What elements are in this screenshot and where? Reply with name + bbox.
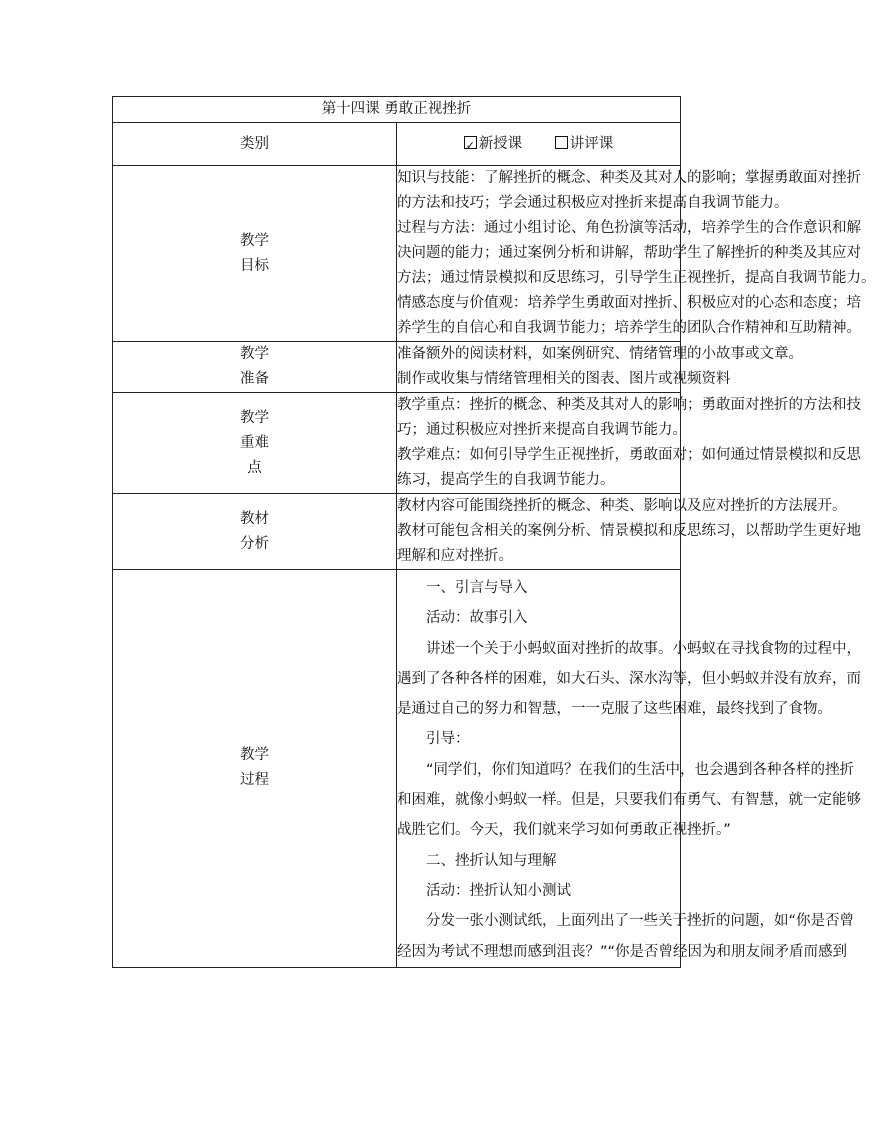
- unchecked-box-icon[interactable]: [555, 136, 568, 149]
- analysis-line: 教材可能包含相关的案例分析、情景模拟和反思练习，以帮助学生更好地: [397, 523, 861, 539]
- process-line: 经因为考试不理想而感到沮丧？”“你是否曾经因为和朋友闹矛盾而感到: [397, 943, 848, 960]
- analysis-line: 教材内容可能围绕挫折的概念、种类、影响以及应对挫折的方法展开。: [397, 498, 847, 514]
- type-label: 类别: [113, 123, 397, 166]
- process-content: [397, 570, 861, 968]
- keypoints-label-line: 教学: [240, 409, 269, 426]
- keypoints-line: 巧；通过积极应对挫折来提高自我调节能力。: [397, 422, 687, 438]
- analysis-label-line: 分析: [240, 535, 269, 552]
- goals-label-line: 教学: [240, 232, 269, 249]
- goals-label-line: 目标: [240, 257, 269, 274]
- process-line: 活动：故事引入: [426, 610, 528, 627]
- process-label: [113, 570, 397, 968]
- prep-label: [113, 342, 397, 393]
- process-label-line: 教学: [240, 747, 269, 764]
- prep-content: [397, 342, 803, 393]
- process-line: 遇到了各种各样的困难，如大石头、深水沟等，但小蚂蚁并没有放弃，而: [397, 670, 861, 687]
- process-line: 分发一张小测试纸，上面列出了一些关于挫折的问题，如“你是否曾: [426, 913, 855, 930]
- title-row: [113, 97, 681, 123]
- goals-line: 情感态度与价值观：培养学生勇敢面对挫折、积极应对的心态和态度；培: [397, 295, 861, 311]
- process-row: [113, 570, 681, 968]
- process-heading: 一、引言与导入: [426, 580, 528, 596]
- prep-label-line: 准备: [240, 371, 269, 387]
- analysis-label-line: 教材: [240, 510, 269, 527]
- goals-line: 方法；通过情景模拟和反思练习，引导学生正视挫折，提高自我调节能力。: [397, 270, 876, 286]
- new-lesson-option[interactable]: [464, 132, 523, 157]
- analysis-label: [113, 494, 397, 570]
- keypoints-content: [397, 393, 861, 494]
- prep-row: [113, 342, 681, 393]
- keypoints-line: 教学难点：如何引导学生正视挫折，勇敢面对；如何通过情景模拟和反思: [397, 447, 861, 463]
- review-lesson-option[interactable]: [555, 132, 614, 157]
- lesson-plan-table: [112, 96, 876, 968]
- process-line: 活动：挫折认知小测试: [426, 882, 571, 899]
- goals-line: 决问题的能力；通过案例分析和讲解，帮助学生了解挫折的种类及其应对: [397, 245, 861, 261]
- prep-line: 制作或收集与情绪管理相关的图表、图片或视频资料: [397, 371, 731, 387]
- analysis-row: [113, 494, 681, 570]
- goals-line: 养学生的自信心和自我调节能力；培养学生的团队合作精神和互助精神。: [397, 320, 861, 336]
- keypoints-label-line: 重难: [240, 434, 269, 451]
- checked-box-icon[interactable]: [464, 136, 477, 149]
- goals-line: 知识与技能：了解挫折的概念、种类及其对人的影响；掌握勇敢面对挫折: [397, 170, 861, 186]
- keypoints-label: [113, 393, 397, 494]
- type-options: [397, 123, 681, 166]
- process-line: 讲述一个关于小蚂蚁面对挫折的故事。小蚂蚁在寻找食物的过程中，: [426, 640, 861, 657]
- process-line: 是通过自己的努力和智慧，一一克服了这些困难，最终找到了食物。: [397, 701, 832, 718]
- analysis-content: [397, 494, 861, 570]
- lesson-title: 第十四课 勇敢正视挫折: [113, 97, 681, 123]
- prep-line: 准备额外的阅读材料，如案例研究、情绪管理的小故事或文章。: [397, 346, 803, 362]
- goals-label: [113, 166, 397, 342]
- new-lesson-label: 新授课: [478, 135, 523, 152]
- keypoints-line: 练习，提高学生的自我调节能力。: [397, 472, 615, 488]
- goals-line: 的方法和技巧；学会通过积极应对挫折来提高自我调节能力。: [397, 195, 789, 211]
- type-row: [113, 123, 681, 166]
- goals-line: 过程与方法：通过小组讨论、角色扮演等活动，培养学生的合作意识和解: [397, 220, 861, 236]
- process-label-line: 过程: [240, 772, 269, 789]
- review-lesson-label: 讲评课: [569, 135, 614, 152]
- process-line: 和困难，就像小蚂蚁一样。但是，只要我们有勇气、有智慧，就一定能够: [397, 792, 861, 809]
- analysis-line: 理解和应对挫折。: [397, 548, 513, 564]
- keypoints-label-line: 点: [247, 459, 262, 476]
- process-line: 引导：: [426, 731, 470, 748]
- keypoints-row: [113, 393, 681, 494]
- process-line: 战胜它们。今天，我们就来学习如何勇敢正视挫折。”: [397, 822, 731, 839]
- keypoints-line: 教学重点：挫折的概念、种类及其对人的影响；勇敢面对挫折的方法和技: [397, 397, 861, 413]
- prep-label-line: 教学: [240, 346, 269, 362]
- process-heading: 二、挫折认知与理解: [426, 852, 557, 869]
- goals-row: [113, 166, 681, 342]
- process-line: “同学们，你们知道吗？在我们的生活中，也会遇到各种各样的挫折: [426, 761, 855, 778]
- goals-content: [397, 166, 876, 342]
